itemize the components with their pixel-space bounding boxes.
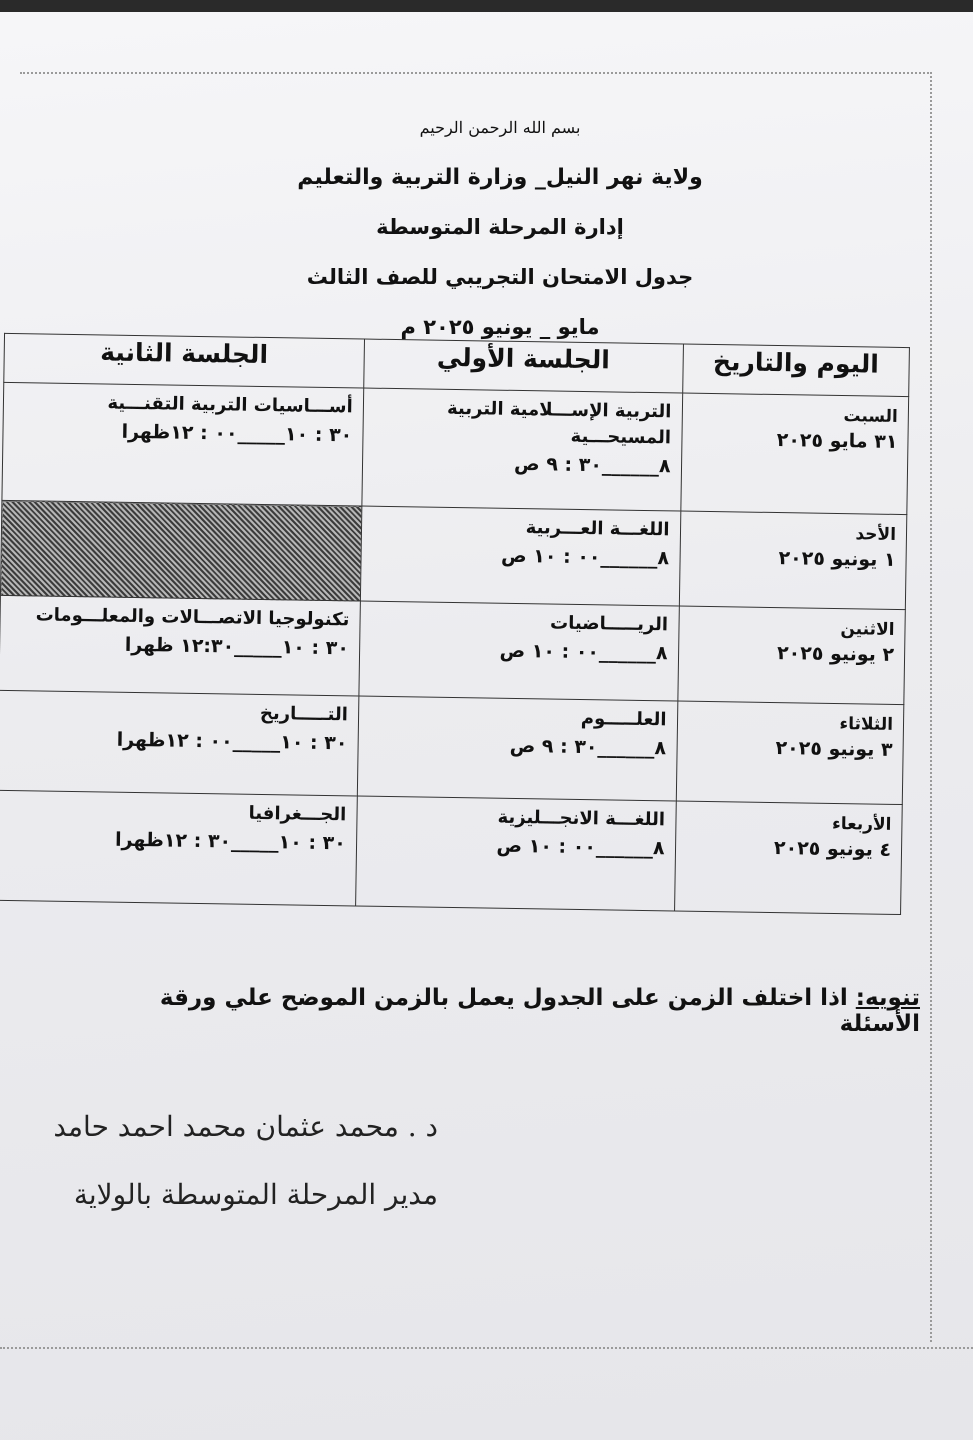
session-1-time: ٨______٠٠ : ١٠ ص <box>500 544 670 570</box>
session-1-time: ٨______٠٠ : ١٠ ص <box>499 639 668 665</box>
signature-name: د . محمد عثمان محمد احمد حامد <box>53 1110 438 1143</box>
session-1-subject: اللغـــة الانجـــليزية <box>497 806 666 831</box>
day-date: ١ يونيو ٢٠٢٥ <box>778 547 896 571</box>
day-date: ٣١ مايو ٢٠٢٥ <box>776 429 898 453</box>
day-cell <box>680 393 908 515</box>
schedule-title: جدول الامتحان التجريبي للصف الثالث <box>306 265 694 289</box>
shaded-empty-cell <box>0 500 361 601</box>
header-session-2: الجلسة الثانية <box>4 333 364 388</box>
session-1-subject: الريـــــاضيات <box>549 612 669 636</box>
day-name: الأحد <box>855 524 897 545</box>
day-cell <box>679 511 907 610</box>
header-day-date: اليوم والتاريخ <box>682 344 909 397</box>
note-body: اذا اختلف الزمن على الجدول يعمل بالزمن الموضح علي ورقة الأسئلة <box>159 985 920 1037</box>
dotted-border-top <box>20 72 932 74</box>
day-cell <box>677 606 905 705</box>
department-line: إدارة المرحلة المتوسطة <box>376 215 624 239</box>
session-1-cell <box>357 696 677 801</box>
session-1-time: ٨______٣٠ : ٩ ص <box>513 453 671 478</box>
session-1-cell <box>362 388 683 511</box>
day-name: الأربعاء <box>831 813 892 835</box>
day-name: السبت <box>843 406 899 427</box>
day-cell <box>676 701 904 805</box>
session-2-time: ٣٠ : ١٠_____٠٠ : ١٢ظهرا <box>121 420 353 447</box>
session-1-subject: اللغـــة العـــربية <box>525 517 670 541</box>
day-date: ٢ يونيو ٢٠٢٥ <box>776 642 895 666</box>
session-1-subject: العلـــــوم <box>580 707 667 731</box>
session-2-subject: التـــــاريخ <box>259 702 349 726</box>
day-date: ٤ يونيو ٢٠٢٥ <box>773 837 892 861</box>
note-label: تنويه: <box>855 985 920 1011</box>
session-1-cell <box>355 796 675 911</box>
dotted-border-right <box>930 72 932 1342</box>
session-1-cell <box>360 506 680 606</box>
session-2-cell <box>0 790 357 906</box>
schedule-period: مايو _ يونيو ٢٠٢٥ م <box>400 315 600 339</box>
table-row <box>0 790 902 914</box>
table-row <box>2 382 909 514</box>
table-row <box>0 595 905 704</box>
day-name: الثلاثاء <box>839 714 894 735</box>
session-2-cell <box>0 595 360 696</box>
ministry-line: ولاية نهر النيل_ وزارة التربية والتعليم <box>297 165 703 190</box>
table-row <box>0 690 904 804</box>
dotted-border-bottom <box>0 1347 973 1349</box>
note-text <box>80 985 920 1037</box>
table-row <box>0 500 906 609</box>
day-cell <box>674 801 902 915</box>
session-2-subject: الجـــغرافيا <box>248 802 347 826</box>
day-date: ٣ يونيو ٢٠٢٥ <box>775 737 893 761</box>
basmala: بسم الله الرحمن الرحيم <box>419 118 581 137</box>
session-2-cell <box>0 690 359 796</box>
session-2-subject: أســـاسيات التربية التقنـــية <box>107 392 353 418</box>
signature-title: مدير المرحلة المتوسطة بالولاية <box>73 1178 438 1211</box>
day-name: الاثنين <box>840 619 895 640</box>
session-2-cell <box>2 382 364 506</box>
header-session-1: الجلسة الأولي <box>363 339 682 393</box>
session-2-time: ٣٠ : ١٠_____٠٠ : ١٢ظهرا <box>116 728 348 755</box>
session-2-subject: تكنولوجيا الاتصـــالات والمعلـــومات <box>35 604 350 631</box>
session-1-time: ٨______٣٠ : ٩ ص <box>509 734 667 760</box>
session-1-time: ٨______٠٠ : ١٠ ص <box>496 834 665 860</box>
session-2-time: ٣٠ : ١٠_____١٢:٣٠ ظهرا <box>124 633 350 660</box>
exam-schedule-table <box>0 333 910 915</box>
session-1-subject: التربية الإســـلامية التربية المسيحـــية <box>446 397 672 449</box>
session-2-time: ٣٠ : ١٠_____٣٠ : ١٢ظهرا <box>114 828 347 855</box>
session-1-cell <box>359 601 679 701</box>
